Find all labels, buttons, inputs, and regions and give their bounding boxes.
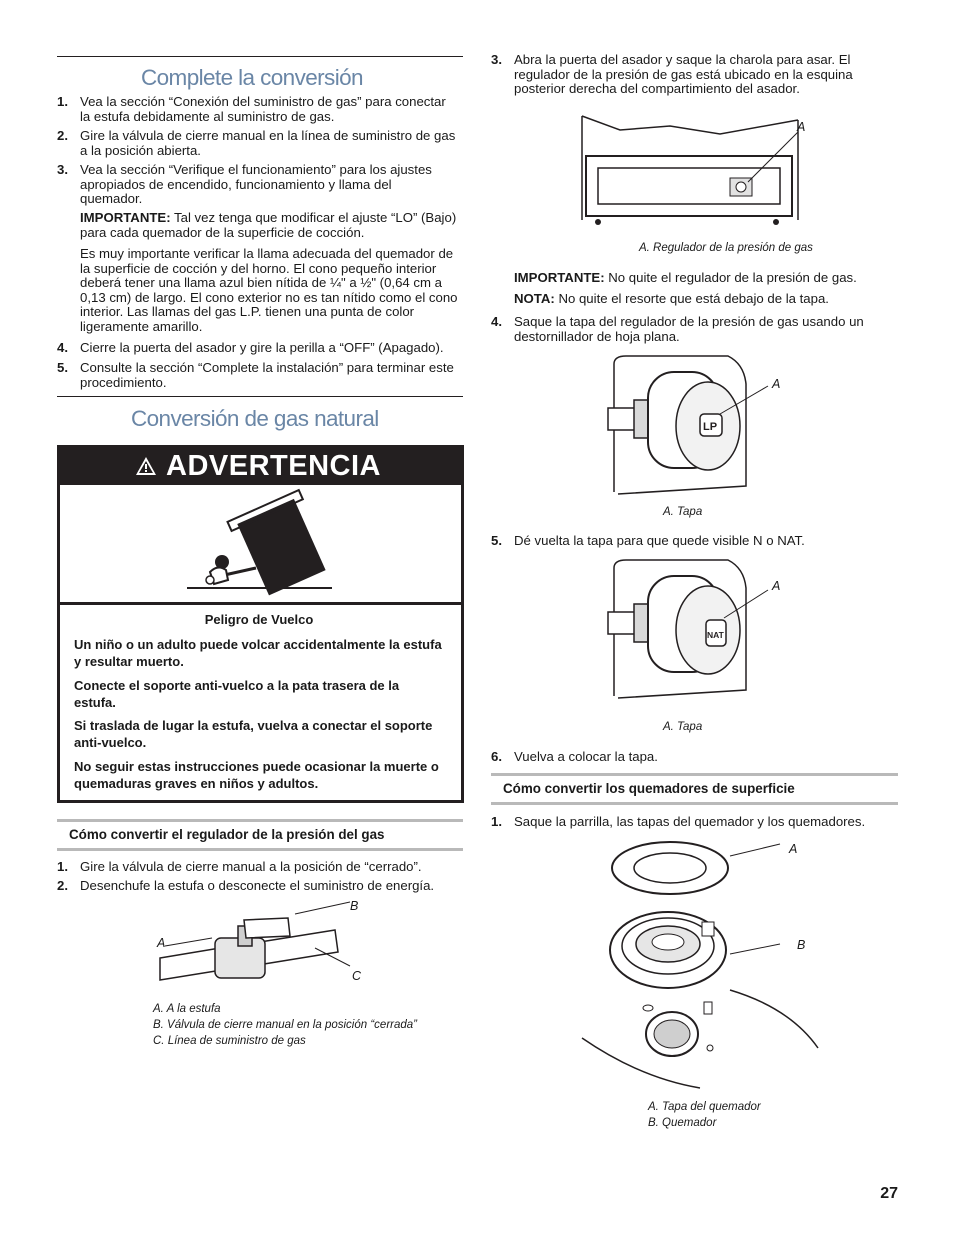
list-item: 1. Gire la válvula de cierre manual a la posición de “cerrado”. <box>57 859 422 874</box>
section-title-complete-conversion: Complete la conversión <box>141 65 363 90</box>
list-item: 4. Saque la tapa del regulador de la presión de gas usando un destornillador de hoja plana. <box>491 314 864 344</box>
figure-caption: C. Línea de suministro de gas <box>153 1035 306 1047</box>
figure-label-a: A <box>772 579 781 593</box>
list-item: 1. Vea la sección “Conexión del suministro de gas” para conectar la estufa debidamente al suministro de gas. <box>57 94 446 124</box>
list-item: 6. Vuelva a colocar la tapa. <box>491 749 658 764</box>
list-item: 5. Consulte la sección “Complete la instalación” para terminar este procedimiento. <box>57 360 454 390</box>
figure-caption: A. A la estufa <box>153 1003 221 1015</box>
figure-caption: B. Quemador <box>648 1117 717 1129</box>
figure-caption: B. Válvula de cierre manual en la posición “cerrada” <box>153 1019 417 1031</box>
warning-triangle-icon <box>135 456 157 476</box>
figure-label-a: A <box>772 377 781 391</box>
broiler-compartment-illustration <box>580 110 800 230</box>
cap-marking-text: LP <box>703 421 718 433</box>
top-rule-left <box>57 56 463 57</box>
important-note: IMPORTANTE: Tal vez tenga que modificar el ajuste “LO” (Bajo) para cada quemador de la superficie de cocción. <box>80 210 457 240</box>
list-item: 5. Dé vuelta la tapa para que quede visible N o NAT. <box>491 533 805 548</box>
figure-label-b: B <box>350 899 359 913</box>
hazard-title: Peligro de Vuelco <box>204 612 314 627</box>
warning-header: ADVERTENCIA <box>60 448 461 485</box>
surface-burner-illustration <box>580 838 820 1098</box>
section-title-natural-gas: Conversión de gas natural <box>131 406 379 431</box>
regulator-cap-lp-illustration <box>608 354 781 494</box>
figure-label-c: C <box>352 969 362 983</box>
figure-caption: A. Tapa <box>663 506 703 518</box>
warning-line: Un niño o un adulto puede volcar accidentalmente la estufa y resultar muerto. <box>74 637 442 669</box>
page-number: 27 <box>880 1185 898 1202</box>
warning-box <box>57 445 464 803</box>
cap-marking-text: NAT <box>707 630 724 640</box>
list-item: 2. Desenchufe la estufa o desconecte el suministro de energía. <box>57 878 435 893</box>
flame-paragraph: Es muy importante verificar la llama adecuada del quemador de la superficie de cocción y del horno. El cono pequeño interior deberá tener una llama azul bien nítida de ¼" a ½" (0,64 cm a 0,13 cm) de largo. El cono exterior no es tan nítido como el cono interior. Las llamas del gas L.P. tienen una punta de color ligeramente amarillo. <box>80 246 458 334</box>
figure-label-a: A <box>789 842 798 856</box>
list-item: 3. Vea la sección “Verifique el funcionamiento” para los ajustes apropiados de encendido, funcionamiento y llama del quemador. <box>57 162 432 207</box>
warning-line: Si traslada de lugar la estufa, vuelva a conectar el soporte anti-vuelco. <box>74 718 433 750</box>
figure-label-b: B <box>797 938 806 952</box>
figure-caption: A. Tapa <box>663 721 703 733</box>
tip-over-hazard-illustration <box>182 498 342 608</box>
list-item: 4. Cierre la puerta del asador y gire la perilla a “OFF” (Apagado). <box>57 340 444 355</box>
warning-line: Conecte el soporte anti-vuelco a la pata trasera de la estufa. <box>74 678 400 710</box>
warning-line: No seguir estas instrucciones puede ocasionar la muerte o quemaduras graves en niños y adultos. <box>74 759 439 791</box>
warning-divider <box>60 602 461 605</box>
subhead-surface-burners: Cómo convertir los quemadores de superficie <box>491 773 898 805</box>
list-item: 3. Abra la puerta del asador y saque la charola para asar. El regulador de la presión de gas está ubicado en la esquina posterior derecha del compartimiento del asador. <box>491 52 853 97</box>
figure-label-a: A <box>797 120 806 134</box>
list-item: 2. Gire la válvula de cierre manual en la línea de suministro de gas a la posición abierta. <box>57 128 456 158</box>
figure-caption: A. Regulador de la presión de gas <box>639 242 813 254</box>
important-note: IMPORTANTE: No quite el regulador de la presión de gas. <box>514 270 857 285</box>
section-rule-left <box>57 396 463 397</box>
regulator-cap-nat-illustration <box>608 558 781 698</box>
subhead-regulator: Cómo convertir el regulador de la presión del gas <box>57 819 463 851</box>
nota-note: NOTA: No quite el resorte que está debajo de la tapa. <box>514 291 829 306</box>
figure-label-a: A <box>157 936 166 950</box>
valve-illustration <box>160 908 380 988</box>
figure-caption: A. Tapa del quemador <box>648 1101 761 1113</box>
list-item: 1. Saque la parrilla, las tapas del quemador y los quemadores. <box>491 814 866 829</box>
